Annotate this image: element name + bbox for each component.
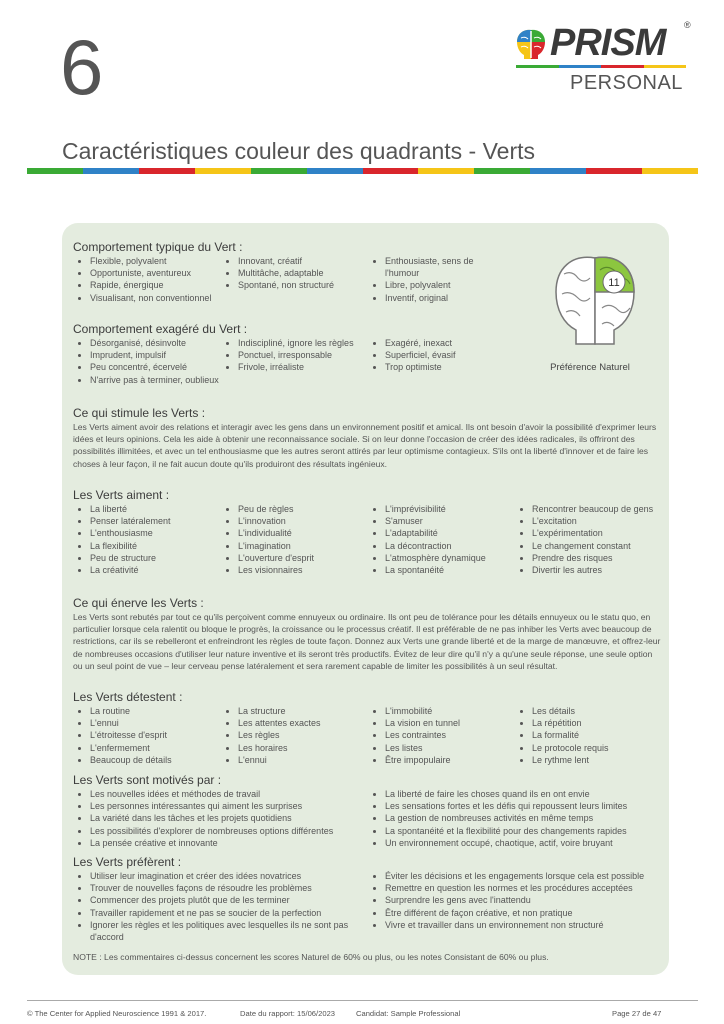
list-item: • L'enthousiasme (90, 527, 230, 539)
list-item: • Les sensations fortes et les défis qui repoussent leurs limites (385, 800, 677, 812)
stripe-segment (251, 168, 307, 174)
list-item: • Rencontrer beaucoup de gens (532, 503, 662, 515)
prefer-list-col2 (369, 870, 677, 931)
list-item: • La routine (90, 705, 230, 717)
motivated-list-col1 (74, 788, 382, 849)
chapter-number: 6 (60, 23, 104, 111)
annoys-text: Les Verts sont rebutés par tout ce qu'ils perçoivent comme ennuyeux ou ordinaire. Ils ont peu de tolérance pour les détails ennuyeux ou le statu quo, en particulier lorsque cela ralentit ou bloque le progrès, la croissance ou le processus créatif. Il est préférable de ne pas inhiber les Verts avec beaucoup de restrictions, car ils se rebelleront et enfreindront les règles de toute façon. Donnez aux Verts une grande liberté et de la marge de manœuvre, et offrez-leur de nombreuses occasions d'utiliser leur nature inventive et ils seront très productifs. Évitez de leur dire qu'il n'y a qu'une seule réponse, une seule option ou un seul point de vue – leur cerveau pense latéralement et sera rarement capable de limiter les possibilités à un seul résultat. (73, 612, 661, 671)
list-item: • Enthousiaste, sens de l'humour (385, 255, 505, 279)
dislikes-list-col3 (369, 705, 525, 766)
prefer-heading: Les Verts préfèrent : (73, 855, 182, 869)
stripe-segment (139, 168, 195, 174)
logo-subtitle: PERSONAL (570, 72, 683, 94)
list-item: • La variété dans les tâches et les projets quotidiens (90, 812, 382, 824)
stripe-segment (418, 168, 474, 174)
list-item: • Peu concentré, écervelé (90, 361, 230, 373)
list-item: • La spontanéité (385, 564, 525, 576)
list-item: • L'ouverture d'esprit (238, 552, 378, 564)
list-item: • S'amuser (385, 515, 525, 527)
list-item: • Le protocole requis (532, 742, 672, 754)
likes-list-col3 (369, 503, 525, 576)
list-item: • Beaucoup de détails (90, 754, 230, 766)
exaggerated-heading: Comportement exagéré du Vert : (73, 322, 248, 336)
footer-candidate (356, 1009, 460, 1018)
list-item: • Penser latéralement (90, 515, 230, 527)
list-item: • L'innovation (238, 515, 378, 527)
list-item: • Rapide, énergique (90, 279, 230, 291)
stripe-segment (363, 168, 419, 174)
list-item: • L'enfermement (90, 742, 230, 754)
list-item: • La liberté (90, 503, 230, 515)
page-title: Caractéristiques couleur des quadrants - Verts (62, 138, 536, 164)
exaggerated-list-col3 (369, 337, 505, 374)
list-item: • N'arrive pas à terminer, oublieux (90, 374, 230, 386)
list-item: • Remettre en question les normes et les procédures acceptées (385, 882, 677, 894)
footer-report-date (240, 1009, 335, 1018)
list-item: • La pensée créative et innovante (90, 837, 382, 849)
brain-score: 11 (608, 277, 620, 289)
list-item: • Indiscipliné, ignore les règles (238, 337, 386, 349)
stripe-segment (27, 168, 83, 174)
list-item: • La gestion de nombreuses activités en même temps (385, 812, 677, 824)
likes-list-col2 (222, 503, 378, 576)
list-item: • Éviter les décisions et les engagements lorsque cela est possible (385, 870, 677, 882)
list-item: • Inventif, original (385, 292, 505, 304)
list-item: • Spontané, non structuré (238, 279, 378, 291)
stripe-segment (83, 168, 139, 174)
list-item: • Imprudent, impulsif (90, 349, 230, 361)
dislikes-list-col4 (516, 705, 672, 766)
list-item: • Être impopulaire (385, 754, 525, 766)
list-item: • Le rythme lent (532, 754, 672, 766)
stimulates-heading: Ce qui stimule les Verts : (73, 406, 206, 420)
list-item: • L'imagination (238, 540, 378, 552)
list-item: • L'ennui (238, 754, 378, 766)
candidate-label: Candidat: (356, 1009, 389, 1018)
logo-color-bar (516, 65, 686, 68)
list-item: • Ignorer les règles et les politiques avec lesquelles ils ne sont pas d'accord (90, 919, 382, 943)
prefer-list-col1 (74, 870, 382, 943)
list-item: • Les contraintes (385, 729, 525, 741)
likes-heading: Les Verts aiment : (73, 488, 170, 502)
stripe-segment (474, 168, 530, 174)
list-item: • Divertir les autres (532, 564, 662, 576)
motivated-heading: Les Verts sont motivés par : (73, 773, 222, 787)
stripe-segment (530, 168, 586, 174)
list-item: • L'immobilité (385, 705, 525, 717)
list-item: • Les règles (238, 729, 378, 741)
preference-caption: Préférence Naturel (550, 362, 630, 373)
list-item: • Vivre et travailler dans un environnement non structuré (385, 919, 677, 931)
typical-heading: Comportement typique du Vert : (73, 240, 243, 254)
list-item: • Visualisant, non conventionnel (90, 292, 230, 304)
list-item: • Frivole, irréaliste (238, 361, 386, 373)
list-item: • La répétition (532, 717, 672, 729)
list-item: • Peu de structure (90, 552, 230, 564)
list-item: • L'excitation (532, 515, 662, 527)
list-item: • Utiliser leur imagination et créer des idées novatrices (90, 870, 382, 882)
list-item: • La flexibilité (90, 540, 230, 552)
list-item: • Peu de règles (238, 503, 378, 515)
list-item: • Prendre des risques (532, 552, 662, 564)
typical-list-col3 (369, 255, 505, 304)
list-item: • L'individualité (238, 527, 378, 539)
note-text: NOTE : Les commentaires ci-dessus concernent les scores Naturel de 60% ou plus, ou les notes Consistant de 60% ou plus. (73, 952, 549, 962)
list-item: • La formalité (532, 729, 672, 741)
list-item: • Opportuniste, aventureux (90, 267, 230, 279)
list-item: • Trouver de nouvelles façons de résoudre les problèmes (90, 882, 382, 894)
list-item: • Le changement constant (532, 540, 662, 552)
list-item: • Désorganisé, désinvolte (90, 337, 230, 349)
list-item: • Superficiel, évasif (385, 349, 505, 361)
list-item: • Innovant, créatif (238, 255, 378, 267)
list-item: • Commencer des projets plutôt que de les terminer (90, 894, 382, 906)
brain-logo-icon (514, 28, 548, 60)
list-item: • Travailler rapidement et ne pas se soucier de la perfection (90, 907, 382, 919)
exaggerated-list-col2 (222, 337, 386, 374)
list-item: • Un environnement occupé, chaotique, actif, voire bruyant (385, 837, 677, 849)
stripe-segment (307, 168, 363, 174)
list-item: • Trop optimiste (385, 361, 505, 373)
typical-list-col2 (222, 255, 378, 292)
brain-quadrant-icon (550, 250, 640, 350)
annoys-heading: Ce qui énerve les Verts : (73, 596, 204, 610)
list-item: • L'adaptabilité (385, 527, 525, 539)
list-item: • Les horaires (238, 742, 378, 754)
list-item: • L'expérimentation (532, 527, 662, 539)
footer-page-number: Page 27 de 47 (612, 1009, 662, 1018)
list-item: • L'ennui (90, 717, 230, 729)
list-item: • Les détails (532, 705, 672, 717)
report-date-value: 15/06/2023 (297, 1009, 336, 1018)
list-item: • La vision en tunnel (385, 717, 525, 729)
color-stripe-divider (27, 168, 698, 174)
list-item: • Exagéré, inexact (385, 337, 505, 349)
list-item: • Les listes (385, 742, 525, 754)
exaggerated-list-col1 (74, 337, 230, 386)
list-item: • L'étroitesse d'esprit (90, 729, 230, 741)
stripe-segment (195, 168, 251, 174)
list-item: • La décontraction (385, 540, 525, 552)
likes-list-col1 (74, 503, 230, 576)
list-item: • Les possibilités d'explorer de nombreuses options différentes (90, 825, 382, 837)
list-item: • Surprendre les gens avec l'inattendu (385, 894, 677, 906)
stripe-segment (586, 168, 642, 174)
list-item: • Ponctuel, irresponsable (238, 349, 386, 361)
stripe-segment (642, 168, 698, 174)
footer-divider (27, 1000, 698, 1001)
list-item: • Les attentes exactes (238, 717, 378, 729)
logo-brand: PRISM (550, 22, 666, 64)
dislikes-heading: Les Verts détestent : (73, 690, 183, 704)
list-item: • La créativité (90, 564, 230, 576)
list-item: • Les personnes intéressantes qui aiment les surprises (90, 800, 382, 812)
stimulates-text: Les Verts aiment avoir des relations et interagir avec les gens dans un environnement positif et amical. Ils ont besoin d'avoir la possibilité d'exprimer leurs idées et leurs opinions. Cela les aide à obtenir une reconnaissance sociale. Si on leur donne l'occasion de créer des idées radicales, ils offriront des possibilités illimitées, et avec un tel enthousiasme que les autres seront attirés par leur optimisme contagieux. S'ils ont la liberté d'innover et de faire les choses à leur façon, il ne fait aucun doute qu'ils produiront des résultats ingénieux. (73, 422, 657, 469)
list-item: • Être différent de façon créative, et non pratique (385, 907, 677, 919)
likes-list-col4 (516, 503, 662, 576)
dislikes-list-col2 (222, 705, 378, 766)
list-item: • Libre, polyvalent (385, 279, 505, 291)
list-item: • La liberté de faire les choses quand ils en ont envie (385, 788, 677, 800)
list-item: • La spontanéité et la flexibilité pour des changements rapides (385, 825, 677, 837)
footer-copyright: © The Center for Applied Neuroscience 1991 & 2017. (27, 1009, 207, 1018)
list-item: • Les visionnaires (238, 564, 378, 576)
list-item: • L'imprévisibilité (385, 503, 525, 515)
report-date-label: Date du rapport: (240, 1009, 295, 1018)
candidate-value: Sample Professional (390, 1009, 461, 1018)
dislikes-list-col1 (74, 705, 230, 766)
prism-logo (512, 20, 694, 98)
list-item: • Les nouvelles idées et méthodes de travail (90, 788, 382, 800)
list-item: • La structure (238, 705, 378, 717)
logo-registered-mark: ® (684, 20, 691, 30)
typical-list-col1 (74, 255, 230, 304)
list-item: • L'atmosphère dynamique (385, 552, 525, 564)
list-item: • Flexible, polyvalent (90, 255, 230, 267)
motivated-list-col2 (369, 788, 677, 849)
list-item: • Multitâche, adaptable (238, 267, 378, 279)
